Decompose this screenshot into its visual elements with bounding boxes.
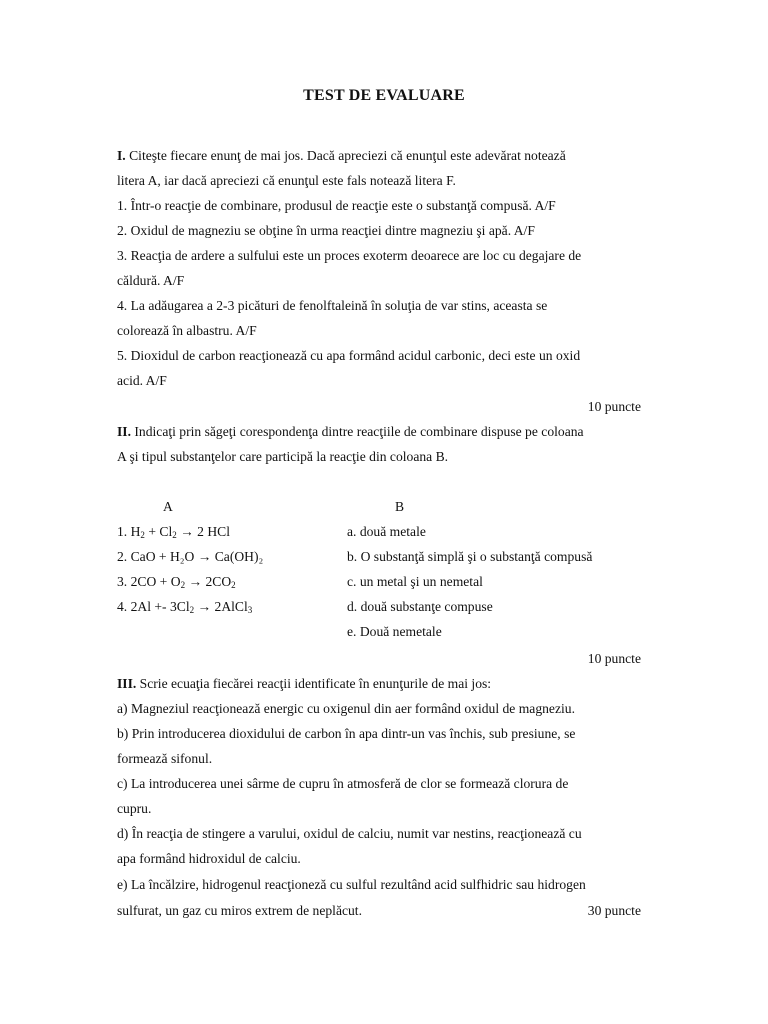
reaction-3 [117, 574, 236, 590]
reaction-1-part: → 2 HCl [176, 524, 230, 539]
s3-item-e-line-2: sulfurat, un gaz cu miros extrem de neplăcut. [117, 903, 362, 918]
s3-item-d-line-2: apa formând hidroxidul de calciu. [117, 851, 301, 866]
section-1-intro-line-2: litera A, iar dacă apreciezi că enunţul este fals notează litera F. [117, 173, 456, 188]
s1-question-2: 2. Oxidul de magneziu se obţine în urma reacţiei dintre magneziu şi apă. A/F [117, 223, 535, 238]
s3-item-a: a) Magneziul reacţionează energic cu oxigenul din aer formând oxidul de magneziu. [117, 701, 575, 716]
section-2-number: II. [117, 424, 131, 439]
reaction-4-part: → 2AlCl [194, 599, 248, 614]
section-1-number: I. [117, 148, 126, 163]
option-c: c. un metal şi un nemetal [347, 574, 483, 589]
reaction-1 [117, 524, 230, 540]
s1-question-3-line-2: căldură. A/F [117, 273, 185, 288]
reaction-3-sub: 2 [180, 580, 186, 590]
s1-question-5-line-2: acid. A/F [117, 373, 167, 388]
column-b-header: B [395, 499, 405, 514]
reaction-4 [117, 599, 252, 615]
s3-item-b-line-2: formează sifonul. [117, 751, 213, 766]
reaction-4-part: 4. 2Al +- 3Cl [117, 599, 190, 614]
section-3-number: III. [117, 676, 137, 691]
option-b: b. O substanţă simplă şi o substanţă compusă [347, 549, 593, 564]
reaction-1-sub: 2 [140, 530, 145, 540]
reaction-3-part: 3. 2CO + O [117, 574, 181, 589]
s1-question-4-line-2: colorează în albastru. A/F [117, 323, 257, 338]
option-a: a. două metale [347, 524, 426, 539]
s1-question-5-line-1: 5. Dioxidul de carbon reacţionează cu apa formând acidul carbonic, deci este un oxid [117, 348, 581, 363]
s3-item-d-line-1: d) În reacţia de stingere a varului, oxidul de calciu, numit var nestins, reacţionează cu [117, 826, 582, 841]
reaction-1-part: + Cl [144, 524, 173, 539]
s3-points: 30 puncte [587, 903, 641, 918]
reaction-2: 2. CaO + H₂O → Ca(OH)₂ [117, 549, 264, 564]
s3-item-c-line-2: cupru. [117, 801, 152, 816]
reaction-1-part: 1. H [117, 524, 141, 539]
section-1-intro-text: Citeşte fiecare enunţ de mai jos. Dacă apreciezi că enunţul este adevărat notează [125, 148, 566, 163]
reaction-3-sub: 2 [231, 580, 236, 590]
s1-points: 10 puncte [587, 399, 641, 414]
s1-question-1: 1. Într-o reacţie de combinare, produsul de reacţie este o substanţă compusă. A/F [117, 198, 556, 213]
s1-question-4-line-1: 4. La adăugarea a 2-3 picături de fenolftaleină în soluţia de var stins, aceasta se [117, 298, 548, 313]
column-a-header: A [163, 499, 173, 514]
option-d: d. două substanţe compuse [347, 599, 493, 614]
reaction-4-sub: 2 [189, 605, 195, 615]
section-3-intro-text: Scrie ecuaţia fiecărei reacţii identificate în enunţurile de mai jos: [136, 676, 492, 691]
reaction-1-sub: 2 [172, 530, 177, 540]
option-e: e. Două nemetale [347, 624, 442, 639]
s3-item-c-line-1: c) La introducerea unei sârme de cupru în atmosferă de clor se formează clorura de [117, 776, 569, 791]
page-title: TEST DE EVALUARE [303, 87, 465, 104]
section-3-intro [117, 676, 647, 692]
s3-item-e-line-1: e) La încălzire, hidrogenul reacţioneză cu sulful rezultând acid sulfhidric sau hidrogen [117, 877, 586, 892]
section-2-intro-line-1 [117, 424, 647, 440]
section-2-intro-text: Indicaţi prin săgeţi corespondenţa dintre reacţiile de combinare dispuse pe coloana [130, 424, 584, 439]
reaction-3-part: → 2CO [185, 574, 232, 589]
s1-question-3-line-1: 3. Reacţia de ardere a sulfului este un proces exoterm deoarece are loc cu degajare de [117, 248, 582, 263]
section-2-intro-line-2: A şi tipul substanţelor care participă la reacţie din coloana B. [117, 449, 449, 464]
s3-item-b-line-1: b) Prin introducerea dioxidului de carbon în apa dintr-un vas închis, sub presiune, se [117, 726, 576, 741]
s2-points: 10 puncte [587, 651, 641, 666]
reaction-4-sub: 3 [247, 605, 253, 615]
section-1-intro-line-1 [117, 148, 647, 164]
